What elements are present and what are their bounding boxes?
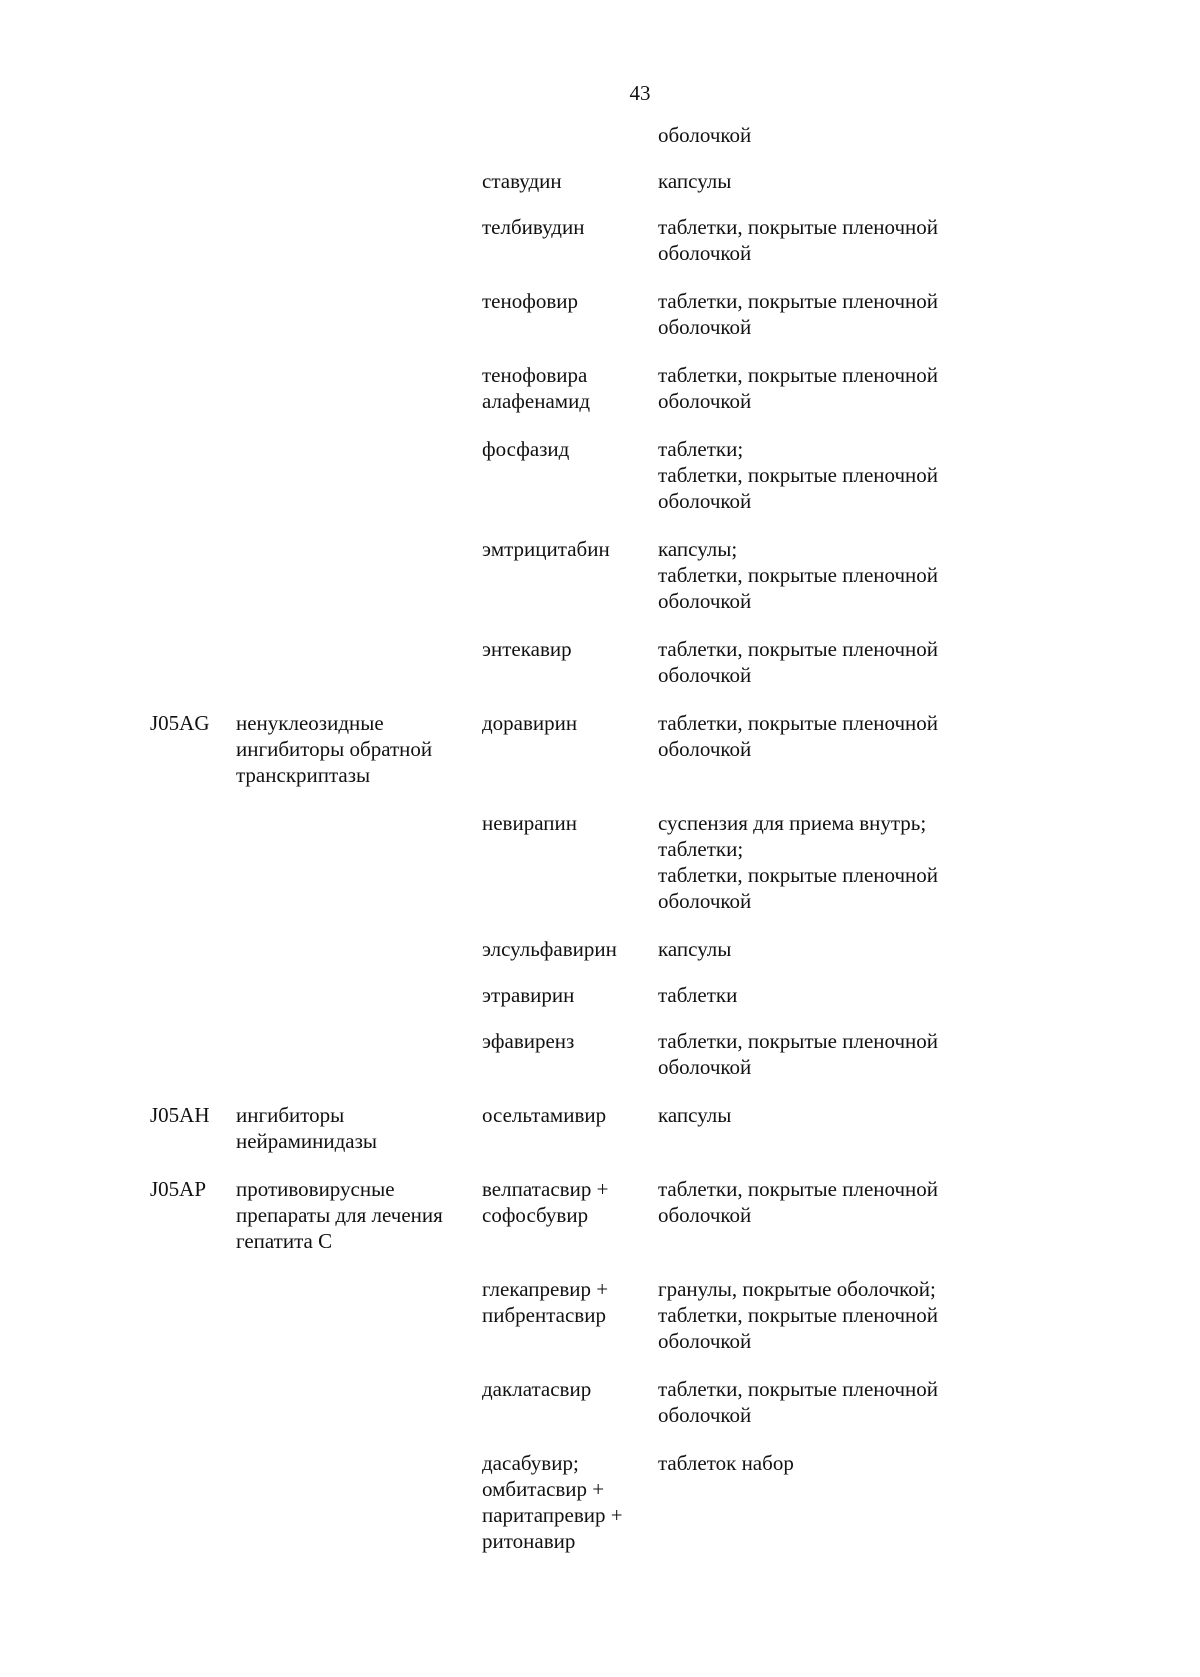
dosage-form: таблетки, покрытые пленочной оболочкой bbox=[658, 363, 939, 413]
dosage-form: капсулы bbox=[658, 1103, 732, 1127]
drug-name: велпатасвир + софосбувир bbox=[482, 1177, 609, 1227]
atc-code: J05AG bbox=[150, 711, 210, 735]
atc-code: J05AP bbox=[150, 1177, 207, 1201]
pharmacological-group: ненуклеозидные ингибиторы обратной транскриптазы bbox=[236, 711, 433, 787]
drug-name: эмтрицитабин bbox=[482, 537, 610, 561]
dosage-form: капсулы; таблетки, покрытые пленочной оболочкой bbox=[658, 537, 939, 613]
dosage-form: таблетки, покрытые пленочной оболочкой bbox=[658, 637, 939, 687]
drug-name: глекапревир + пибрентасвир bbox=[482, 1277, 609, 1327]
drug-name: этравирин bbox=[482, 983, 575, 1007]
dosage-form: таблетки, покрытые пленочной оболочкой bbox=[658, 1029, 939, 1079]
dosage-form: оболочкой bbox=[658, 123, 752, 147]
drug-name: невирапин bbox=[482, 811, 577, 835]
drug-name: осельтамивир bbox=[482, 1103, 607, 1127]
page-number: 43 bbox=[629, 81, 651, 105]
dosage-form: таблетки, покрытые пленочной оболочкой bbox=[658, 289, 939, 339]
drug-name: доравирин bbox=[482, 711, 578, 735]
pharmacological-group: противовирусные препараты для лечения гепатита C bbox=[236, 1177, 443, 1253]
dosage-form: таблетки, покрытые пленочной оболочкой bbox=[658, 1377, 939, 1427]
dosage-form: таблетки, покрытые пленочной оболочкой bbox=[658, 711, 939, 761]
pharmacological-group: ингибиторы нейраминидазы bbox=[236, 1103, 378, 1153]
dosage-form: капсулы bbox=[658, 169, 732, 193]
dosage-form: таблетки; таблетки, покрытые пленочной оболочкой bbox=[658, 437, 939, 513]
drug-name: эфавиренз bbox=[482, 1029, 575, 1053]
dosage-form: капсулы bbox=[658, 937, 732, 961]
drug-name: телбивудин bbox=[482, 215, 585, 239]
dosage-form: таблетки bbox=[658, 983, 738, 1007]
atc-code: J05AH bbox=[150, 1103, 210, 1127]
drug-name: дасабувир; омбитасвир + паритапревир + ритонавир bbox=[482, 1451, 623, 1553]
dosage-form: гранулы, покрытые оболочкой; таблетки, покрытые пленочной оболочкой bbox=[658, 1277, 939, 1353]
dosage-form: таблетки, покрытые пленочной оболочкой bbox=[658, 1177, 939, 1227]
drug-name: даклатасвир bbox=[482, 1377, 592, 1401]
drug-name: тенофовира алафенамид bbox=[482, 363, 591, 413]
drug-name: тенофовир bbox=[482, 289, 578, 313]
drug-name: элсульфавирин bbox=[482, 937, 617, 961]
drug-name: ставудин bbox=[482, 169, 562, 193]
drug-name: фосфазид bbox=[482, 437, 570, 461]
dosage-form: суспензия для приема внутрь; таблетки; таблетки, покрытые пленочной оболочкой bbox=[658, 811, 939, 913]
drug-name: энтекавир bbox=[482, 637, 572, 661]
dosage-form: таблетки, покрытые пленочной оболочкой bbox=[658, 215, 939, 265]
dosage-form: таблеток набор bbox=[658, 1451, 794, 1475]
